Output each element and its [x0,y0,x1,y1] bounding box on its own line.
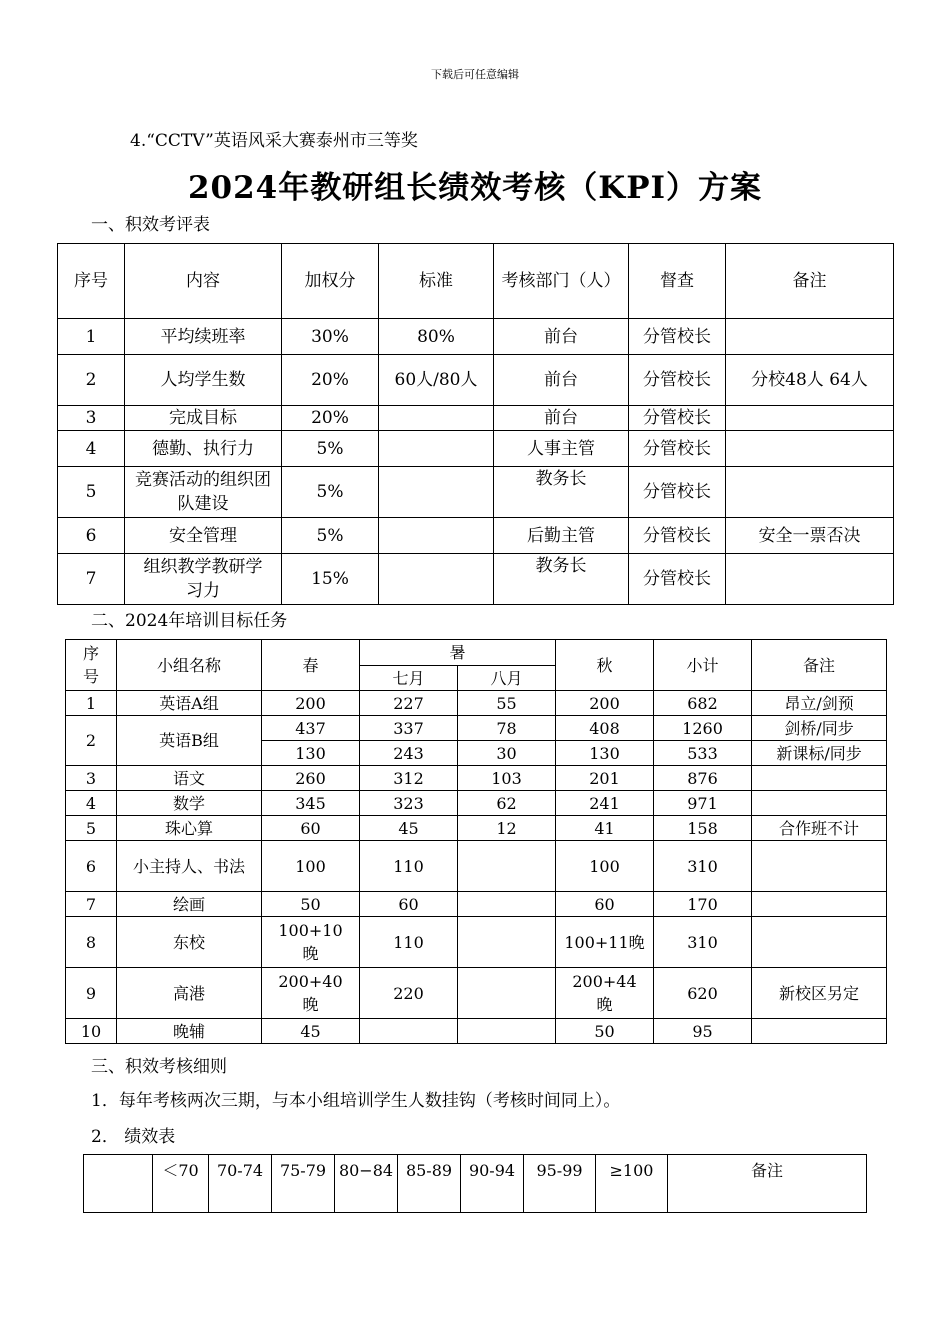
table-cell: 130 [556,741,654,766]
table-cell [726,467,894,518]
header-note: 下载后可任意编辑 [431,68,519,81]
table-cell: 英语B组 [117,716,262,766]
table-cell: 30 [458,741,556,766]
table-cell: 教务长 [494,554,629,605]
table-cell: 10 [66,1019,117,1044]
table-row [66,892,887,917]
table-row [58,319,894,355]
table-cell: 安全一票否决 [726,518,894,554]
table-cell: 分校48人 64人 [726,355,894,406]
table-cell: 227 [360,691,458,716]
table-row [66,841,887,892]
table-cell: 876 [654,766,752,791]
table-cell: 62 [458,791,556,816]
table-cell: 6 [58,518,125,554]
table-cell [379,406,494,431]
table-cell: 1 [58,319,125,355]
table-cell: 9 [66,968,117,1019]
table-cell: 60 [360,892,458,917]
table-row [58,431,894,467]
section3-heading: 三、积效考核细则 [91,1057,227,1077]
table-cell: 7 [66,892,117,917]
table-cell: 201 [556,766,654,791]
table-cell: 60 [556,892,654,917]
table-cell [458,1019,556,1044]
table-cell: 8 [66,917,117,968]
table-cell: 323 [360,791,458,816]
table-cell: 晚辅 [117,1019,262,1044]
table-cell: 分管校长 [629,319,726,355]
header-subtotal: 小计 [654,640,752,691]
table-cell: 110 [360,917,458,968]
training-target-table [65,639,887,1044]
performance-table [83,1154,867,1213]
table-cell: 260 [262,766,360,791]
table-cell: 合作班不计 [752,816,887,841]
table-row [58,355,894,406]
table-cell: 110 [360,841,458,892]
table-cell: 60 [262,816,360,841]
table-cell [379,431,494,467]
table-cell: 45 [262,1019,360,1044]
table-cell: 5 [66,816,117,841]
table-cell: 158 [654,816,752,841]
table-cell [752,766,887,791]
table-cell [458,917,556,968]
table-cell: 100+10晚 [262,917,360,968]
table-cell: 分管校长 [629,431,726,467]
kpi-header-row [58,244,894,319]
table-row [66,917,887,968]
table-cell [726,554,894,605]
table-cell: 绘画 [117,892,262,917]
table-cell [360,1019,458,1044]
table-cell: 新课标/同步 [752,741,887,766]
table-cell: 1 [66,691,117,716]
table-cell [752,841,887,892]
table-cell: 30% [282,319,379,355]
header-remark: 备注 [752,640,887,691]
table-cell: 4 [58,431,125,467]
table-cell: 数学 [117,791,262,816]
table-cell: 组织教学教研学习力 [125,554,282,605]
table-cell: 珠心算 [117,816,262,841]
table-cell: 分管校长 [629,467,726,518]
table-cell: 高港 [117,968,262,1019]
header-no: 序号 [66,640,117,691]
table-cell [752,791,887,816]
score-band-cell: ≥100 [596,1155,668,1213]
table-cell [752,1019,887,1044]
table-cell: 170 [654,892,752,917]
table-row [66,766,887,791]
table-cell: 60人/80人 [379,355,494,406]
table-cell: 6 [66,841,117,892]
table-cell: 20% [282,355,379,406]
table-cell: 安全管理 [125,518,282,554]
table-cell: 3 [58,406,125,431]
table-cell: 前台 [494,319,629,355]
table-cell: 1260 [654,716,752,741]
table-cell: 5 [58,467,125,518]
table-row [58,467,894,518]
table-cell: 5% [282,467,379,518]
header-summer: 暑 [360,640,556,666]
table-cell: 前台 [494,355,629,406]
table-cell: 95 [654,1019,752,1044]
table-cell: 408 [556,716,654,741]
table-cell [379,554,494,605]
table-cell: 345 [262,791,360,816]
table-cell: 分管校长 [629,406,726,431]
table-row [66,791,887,816]
table-cell: 620 [654,968,752,1019]
table-cell: 语文 [117,766,262,791]
header-august: 八月 [458,666,556,691]
table-cell: 100 [262,841,360,892]
table-cell: 130 [262,741,360,766]
table-cell: 5% [282,431,379,467]
score-band-cell: 85-89 [398,1155,461,1213]
table-cell: 100 [556,841,654,892]
table-cell: 人均学生数 [125,355,282,406]
table-cell: 剑桥/同步 [752,716,887,741]
score-band-cell: ＜70 [153,1155,209,1213]
table-cell: 533 [654,741,752,766]
table-cell: 12 [458,816,556,841]
table-cell: 55 [458,691,556,716]
table-cell: 50 [262,892,360,917]
table-cell: 前台 [494,406,629,431]
score-band-cell: 70-74 [209,1155,272,1213]
table-cell [726,431,894,467]
table-cell: 100+11晚 [556,917,654,968]
score-band-cell: 80−84 [335,1155,398,1213]
table-cell: 平均续班率 [125,319,282,355]
table-cell: 竞赛活动的组织团队建设 [125,467,282,518]
table-cell: 4 [66,791,117,816]
kpi-header-cell: 督查 [629,244,726,319]
award-line: 4.“CCTV”英语风采大赛泰州市三等奖 [130,131,418,151]
table-cell: 200+44晚 [556,968,654,1019]
training-header-row [66,640,887,666]
document-title: 2024年教研组长绩效考核（KPI）方案 [187,170,763,206]
table-cell: 2 [66,716,117,766]
table-cell: 分管校长 [629,518,726,554]
table-cell: 小主持人、书法 [117,841,262,892]
table-cell: 东校 [117,917,262,968]
table-row [58,406,894,431]
rule-item-2: 2． 绩效表 [91,1127,176,1147]
table-cell [84,1155,153,1213]
header-spring: 春 [262,640,360,691]
remark-header-cell: 备注 [668,1155,867,1213]
header-group: 小组名称 [117,640,262,691]
table-row [66,1019,887,1044]
table-cell: 437 [262,716,360,741]
kpi-header-cell: 标准 [379,244,494,319]
table-cell: 971 [654,791,752,816]
table-cell: 200+40晚 [262,968,360,1019]
table-cell: 20% [282,406,379,431]
table-cell: 分管校长 [629,554,726,605]
table-cell: 312 [360,766,458,791]
kpi-header-cell: 考核部门（人） [494,244,629,319]
table-row [58,518,894,554]
table-cell: 220 [360,968,458,1019]
table-cell: 新校区另定 [752,968,887,1019]
header-july: 七月 [360,666,458,691]
table-cell [458,841,556,892]
score-band-cell: 95-99 [524,1155,596,1213]
table-cell: 200 [556,691,654,716]
table-cell [726,319,894,355]
kpi-header-cell: 加权分 [282,244,379,319]
table-cell: 后勤主管 [494,518,629,554]
table-cell: 英语A组 [117,691,262,716]
table-cell: 7 [58,554,125,605]
section1-heading: 一、积效考评表 [91,215,210,235]
table-row [66,691,887,716]
kpi-header-cell: 备注 [726,244,894,319]
table-cell: 310 [654,841,752,892]
table-cell: 243 [360,741,458,766]
table-cell [458,968,556,1019]
table-cell [458,892,556,917]
table-cell: 80% [379,319,494,355]
table-cell: 103 [458,766,556,791]
table-cell [752,917,887,968]
score-band-cell: 90-94 [461,1155,524,1213]
kpi-table [57,243,894,605]
table-cell: 241 [556,791,654,816]
table-cell: 分管校长 [629,355,726,406]
table-cell: 5% [282,518,379,554]
table-cell: 昂立/剑预 [752,691,887,716]
table-row [66,968,887,1019]
header-autumn: 秋 [556,640,654,691]
performance-header-row [84,1155,867,1213]
table-cell: 2 [58,355,125,406]
table-cell [726,406,894,431]
table-cell: 15% [282,554,379,605]
table-cell: 78 [458,716,556,741]
table-row [58,554,894,605]
table-cell: 41 [556,816,654,841]
table-cell [379,518,494,554]
table-cell: 310 [654,917,752,968]
table-cell: 3 [66,766,117,791]
kpi-header-cell: 内容 [125,244,282,319]
table-cell: 50 [556,1019,654,1044]
table-cell [752,892,887,917]
table-cell: 完成目标 [125,406,282,431]
rule-item-1: 1．每年考核两次三期，与本小组培训学生人数挂钩（考核时间同上）。 [91,1091,621,1111]
table-cell: 682 [654,691,752,716]
table-row [66,816,887,841]
table-cell: 200 [262,691,360,716]
table-cell: 人事主管 [494,431,629,467]
section2-heading: 二、2024年培训目标任务 [91,611,288,631]
score-band-cell: 75-79 [272,1155,335,1213]
table-cell: 教务长 [494,467,629,518]
table-cell: 45 [360,816,458,841]
table-cell: 337 [360,716,458,741]
table-cell: 德勤、执行力 [125,431,282,467]
table-cell [379,467,494,518]
table-row [66,716,887,741]
kpi-header-cell: 序号 [58,244,125,319]
